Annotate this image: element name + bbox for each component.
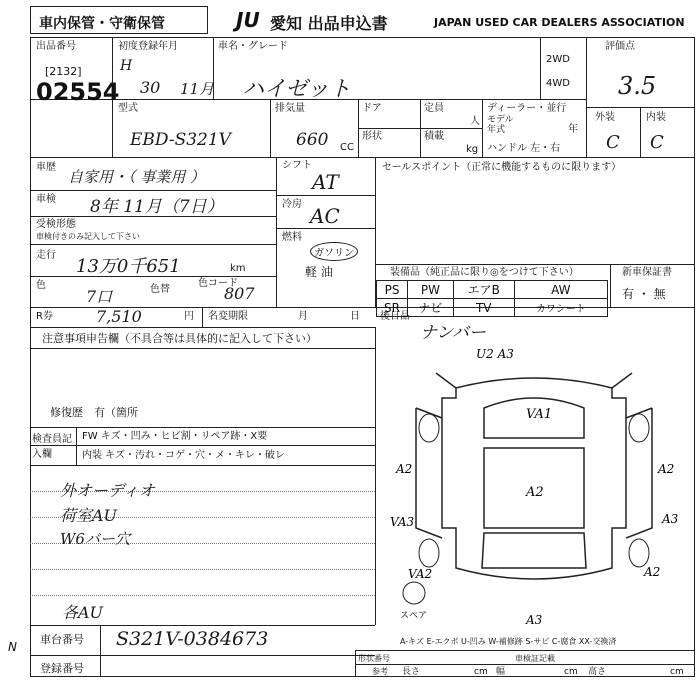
ju-logo: JU [236,8,260,32]
receive-label: 受検形態 [36,219,76,230]
notes-title: 注意事項申告欄（不具合等は具体的に記入して下さい） [42,332,317,345]
org-english: JAPAN USED CAR DEALERS ASSOCIATION [434,16,685,29]
spare-label: スペア [400,611,428,621]
load-label: 積載 [424,131,444,142]
model-value: EBD-S321V [130,130,231,150]
shaken-value: 8年 11月（7日） [90,197,224,217]
month-unit: 月 [298,311,308,322]
damage-label-a3-right: A3 [662,512,679,526]
damage-label-a2-center: A2 [526,485,544,500]
damage-label-va1: VA1 [526,407,553,422]
lot-number: 02554 [36,78,120,106]
km-unit: km [230,263,246,274]
org-title: 愛知 出品申込書 [270,14,388,33]
ref-label: 参考 [372,667,388,676]
damage-label-a3-bottom: A3 [526,613,543,627]
equip-ps: PS [377,281,408,299]
mileage-value: 13万0千651 [76,256,181,277]
r-label: R券 [36,311,53,322]
length-label: 長さ [402,667,421,677]
disp-label: 排気量 [275,103,305,114]
equip-tv: TV [453,299,514,317]
equipment-table [376,280,608,317]
after-label: 後日品 [380,311,410,322]
era: H [120,58,133,74]
equipment-title: 装備品（純正品に限り◎をつけて下さい） [390,267,579,278]
drive-2wd: 2WD [546,54,570,65]
mileage-label: 走行 [36,250,56,261]
history-value: 自家用・（ 事業用 ） [68,168,206,186]
reg-no-label: 登録番号 [40,662,84,675]
width-label: 幅 [496,667,506,677]
legend: A-キズ E-エクボ U-凹み W-補修跡 S-サビ C-腐食 XX-交換済 [400,637,617,646]
ac-label: 冷房 [282,199,302,210]
length-cm: cm [474,667,488,677]
equip-sr: SR [377,299,408,317]
color-code: 807 [224,284,255,303]
year-unit: 年 [568,124,578,135]
damage-label-a2-right: A2 [658,462,675,476]
kg-unit: kg [466,144,479,155]
reg-month: 11月 [180,80,215,98]
int-label: 内装 [646,112,666,123]
score: 3.5 [618,72,657,100]
shape-no-label: 形状番号 [358,654,390,663]
r-value: 7,510 [96,307,142,326]
lot-label: 出品番号 [36,41,76,52]
score-label: 評価点 [605,41,635,52]
note-line-5: 各AU [62,603,104,622]
equip-leather: カワシート [514,299,607,317]
note-line-1: 外オーディオ [60,481,155,500]
inspector-label: 検査員記入欄 [32,434,72,460]
history-label: 車歴 [36,162,56,173]
damage-label-u2a3: U2 A3 [476,347,514,361]
fw-row: FW キズ・凹み・ヒビ割・リペア跡・X要 [82,431,268,442]
reg-year: 30 [140,78,161,97]
int-grade: C [650,132,664,153]
repair-label: 修復歴 有（箇所 [50,406,138,419]
damage-label-a2-rear: A2 [644,565,661,579]
color-label: 色 [36,280,46,291]
drive-4wd: 4WD [546,78,570,89]
ac-value: AC [310,204,340,228]
ext-label: 外装 [595,112,615,123]
reg-label: 初度登録年月 [118,41,178,52]
storage-title-box [30,6,208,34]
shift-label: シフト [282,160,312,171]
storage-title: 車内保管・守衛保管 [39,16,165,32]
model-year-label: モデル 年式 [487,115,514,135]
day-unit: 日 [350,311,360,322]
equip-aw: AW [514,281,607,299]
car-name: ハイゼット [242,77,351,102]
model-label: 型式 [118,103,138,114]
shape-no2-label: 車検証記載 [515,654,555,663]
chassis-label: 車台番号 [40,633,84,646]
dealer-label: ディーラー・並行 [487,103,567,114]
damage-label-a2-left: A2 [396,462,413,476]
shaken-label: 車検 [36,194,56,205]
fuel-gas: ガソリン [310,242,358,261]
door-label: ドア [362,103,382,114]
damage-label-va3: VA3 [390,515,415,529]
sales-label: セールスポイント（正常に機能するものに限ります） [382,162,622,173]
equip-airbag: エアB [453,281,514,299]
handle-label: ハンドル 左・右 [487,143,561,154]
shape-label: 形状 [362,131,382,142]
note-line-3: W6バー穴 [60,530,130,548]
yen-unit: 円 [184,311,194,322]
person-unit: 人 [470,116,480,127]
note-line-2: 荷室AU [60,506,118,525]
name-change-label: 名変期限 [208,311,248,322]
int-row: 内装 キズ・汚れ・コゲ・穴・メ・キレ・破レ [82,450,285,461]
after-value: ナンバー [420,323,486,343]
color-value: 7口 [86,287,113,306]
ext-grade: C [606,132,620,153]
equip-pw: PW [408,281,454,299]
warranty-label: 新車保証書 [622,267,672,278]
shift-value: AT [312,170,339,194]
disp-value: 660 [296,130,329,150]
cap-label: 定員 [424,103,444,114]
cc-unit: CC [340,142,354,153]
width-cm: cm [564,667,578,677]
color-code-label: 色コード [198,278,238,289]
height-label: 高さ [588,667,607,677]
receive-sub: 車検付きのみ記入して下さい [36,232,140,241]
chassis-value: S321V-0384673 [116,628,269,650]
color-change-label: 色替 [150,284,170,295]
name-label: 車名・グレード [218,41,288,52]
fuel-label: 燃料 [282,232,302,243]
warranty-value: 有 ・ 無 [622,287,666,301]
car-damage-diagram [376,328,694,628]
n-mark: N [8,640,17,654]
damage-label-va2: VA2 [408,567,433,581]
height-cm: cm [670,667,684,677]
equip-navi: ナビ [408,299,454,317]
lot-small: [2132] [45,65,82,78]
fuel-diesel: 軽 油 [305,265,333,279]
